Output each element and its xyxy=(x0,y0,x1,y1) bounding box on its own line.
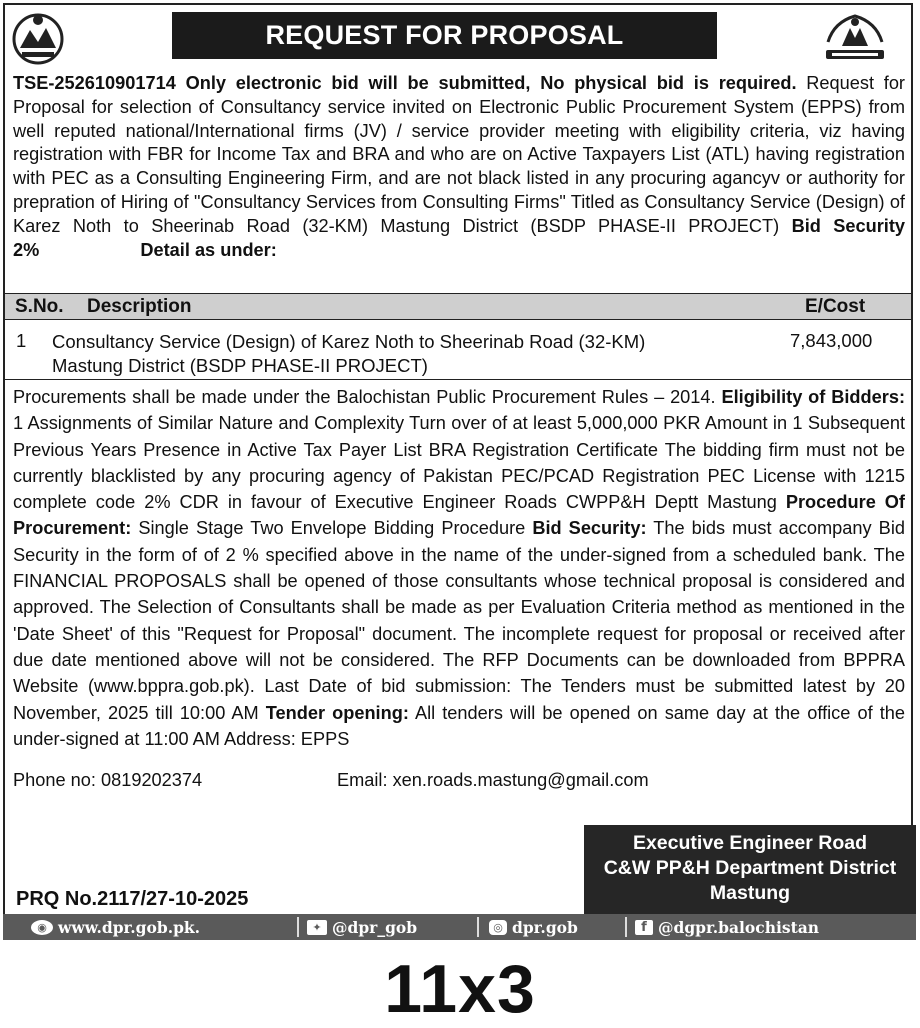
footer-divider xyxy=(625,917,627,937)
signature-line-2: C&W PP&H Department District xyxy=(603,857,897,879)
terms-text-3: Single Stage Two Envelope Bidding Procedure xyxy=(131,518,533,539)
terms-text-1: Procurements shall be made under the Balochistan Public Procurement Rules – 2014. xyxy=(13,387,722,407)
column-header-description: Description xyxy=(87,296,192,317)
signature-line-1: Executive Engineer Road xyxy=(632,832,868,854)
twitter-icon: ✦ xyxy=(307,920,327,935)
footer-instagram[interactable] xyxy=(489,918,578,937)
footer-divider xyxy=(297,917,299,937)
footer-twitter[interactable] xyxy=(307,918,417,937)
prq-number: PRQ No.2117/27-10-2025 xyxy=(16,888,249,910)
government-emblem-right xyxy=(820,10,890,66)
tender-id: TSE-252610901714 Only electronic bid will be submitted, No physical bid is required. xyxy=(13,73,797,93)
description-line-1: Consultancy Service (Design) of Karez Noth to Sheerinab Road (32-KM) xyxy=(52,331,646,352)
signature-line-3: Mastung xyxy=(709,882,791,904)
facebook-handle: @dgpr.balochistan xyxy=(658,918,820,937)
column-header-sno: S.No. xyxy=(15,296,64,317)
table-divider xyxy=(5,379,911,380)
footer-divider xyxy=(477,917,479,937)
ad-size-label: 11x3 xyxy=(384,951,536,1027)
page-title: REQUEST FOR PROPOSAL xyxy=(172,12,717,59)
terms-text-5: All tenders will be opened on same day at the office of the under-signed at 11:00 AM Address: EPPS xyxy=(13,702,905,749)
table-cell-sno: 1 xyxy=(16,330,27,351)
footer-bar xyxy=(3,914,916,940)
intro-paragraph xyxy=(13,72,905,262)
footer-facebook[interactable] xyxy=(635,918,819,937)
bid-security-heading: Bid Security: xyxy=(532,518,647,539)
column-header-cost: E/Cost xyxy=(805,296,866,317)
terms-text-2: 1 Assignments of Similar Nature and Complexity Turn over of at least 5,000,000 PKR Amount in 1 Subsequent Previous Years Presence in Active Tax Payer List BRA Registration Certificate The bidding firm must not be currently blacklisted by any procuring agency of Pakistan PEC/PCAD Registration PEC License with 1215 complete code 2% CDR in favour of Executive Engineer Roads CWPP&H Deptt Mastung xyxy=(13,413,905,513)
bid-security-label: Bid Security 2% xyxy=(13,215,905,260)
detail-label: Detail as under: xyxy=(140,239,277,260)
website-text: www.dpr.gob.pk. xyxy=(58,918,201,937)
signature-block xyxy=(584,825,916,915)
eligibility-label: Eligibility of Bidders: xyxy=(721,387,905,407)
tender-opening-label: Tender opening: xyxy=(265,702,409,723)
footer-website[interactable] xyxy=(31,918,200,937)
procedure-label: Procedure Of Procurement: xyxy=(13,492,905,539)
description-line-2: Mastung District (BSDP PHASE-II PROJECT) xyxy=(52,355,428,376)
table-header xyxy=(5,293,911,320)
email-address: Email: xen.roads.mastung@gmail.com xyxy=(337,770,649,790)
globe-icon: ◉ xyxy=(31,920,53,935)
facebook-icon: f xyxy=(635,920,653,935)
instagram-handle: dpr.gob xyxy=(512,918,578,937)
phone-number: Phone no: 0819202374 xyxy=(13,770,203,790)
twitter-handle: @dpr_gob xyxy=(332,918,418,937)
balochistan-logo-left xyxy=(12,8,64,70)
terms-paragraph xyxy=(13,384,905,752)
terms-text-4: The bids must accompany Bid Security in the form of of 2 % specified above in the name of the under-signed from a scheduled bank. The FINANCIAL PROPOSALS shall be opened of those consultants whose technical proposal is considered and approved. The Selection of Consultants shall be made as per Evaluation Criteria method as mentioned in the 'Date Sheet' of this "Request for Proposal" document. The incomplete request for proposal or received after due date mentioned above will not be considered. The RFP Documents can be downloaded from BPPRA Website (www.bppra.gob.pk). Last Date of bid submission: The Tenders must be submitted latest by 20 November, 2025 till 10:00 AM xyxy=(13,518,905,723)
intro-text: Request for Proposal for selection of Consultancy service invited on Electronic Public Procurement System (EPPS) from well reputed national/International firms (JV) / service provider meeting with eligibility criteria, viz having registration with FBR for Income Tax and BRA and who are on Active Taxpayers List (ATL) having registration with PEC as a Consulting Engineering Firm, and are not black listed in any procuring agancyv or authority for prepration of Hiring of "Consultancy Services from Consulting Firms" Titled as Consultancy Service (Design) of Karez Noth to Sheerinab Road (32-KM) Mastung District (BSDP PHASE-II PROJECT) xyxy=(13,73,905,236)
table-cell-description xyxy=(52,330,692,378)
instagram-icon: ◎ xyxy=(489,920,507,935)
table-cell-cost: 7,843,000 xyxy=(790,330,873,351)
